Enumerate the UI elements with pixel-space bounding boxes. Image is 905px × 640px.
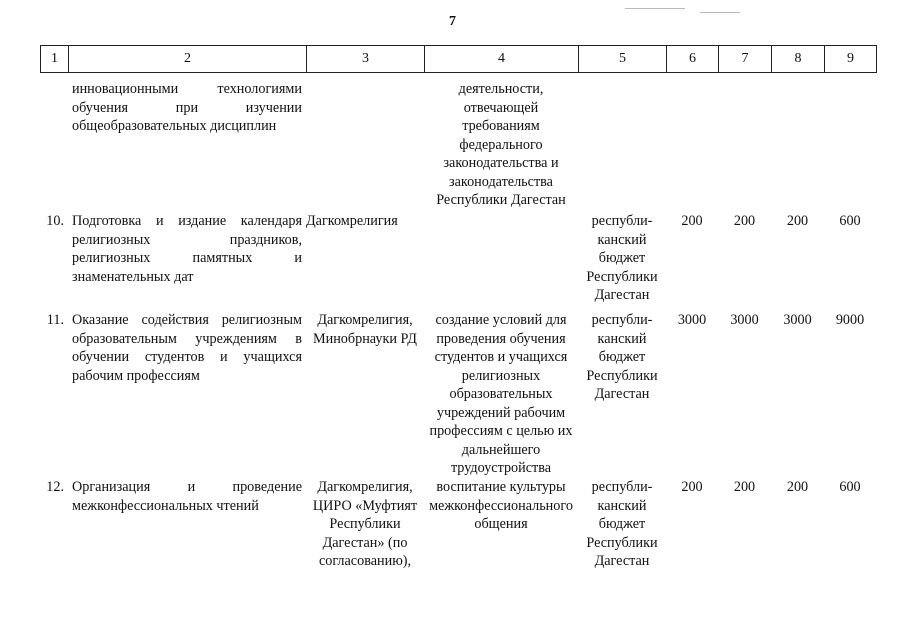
header-col-6: 6 — [667, 46, 719, 73]
value-year-1 — [666, 80, 718, 212]
row-number: 11. — [46, 312, 64, 328]
header-col-4: 4 — [425, 46, 579, 73]
measure-name: Организация и проведение межконфессиональных чтений — [72, 479, 302, 514]
table-row — [40, 478, 876, 598]
header-col-2: 2 — [69, 46, 307, 73]
header-col-9: 9 — [825, 46, 877, 73]
header-col-3: 3 — [307, 46, 425, 73]
measure-name: Подготовка и издание календаря религиозных праздников, религиозных памятных и знаменательных дат — [72, 213, 302, 285]
value-year-3 — [771, 80, 824, 212]
row-number: 10. — [46, 213, 64, 229]
executor: Дагкомрелигия, ЦИРО «Муфтият Республики Дагестан» (по согласованию), — [312, 479, 418, 569]
value-year-1: 3000 — [677, 312, 707, 328]
header-col-5: 5 — [579, 46, 667, 73]
header-col-7: 7 — [719, 46, 772, 73]
table-header — [40, 45, 877, 73]
value-total: 9000 — [835, 312, 865, 328]
funding-source — [578, 80, 666, 212]
value-year-2: 200 — [733, 213, 756, 229]
value-year-1: 200 — [681, 213, 703, 229]
row-number: 12. — [46, 479, 64, 495]
scan-artifact — [700, 12, 740, 13]
value-year-2: 3000 — [730, 312, 759, 328]
executor: Дагкомрелигия — [306, 213, 398, 229]
measure-name: Оказание содействия религиозным образовательным учреждениям в обучении студентов и учащихся рабочим профессиям — [72, 312, 302, 384]
value-total: 600 — [839, 213, 861, 229]
scan-artifact — [625, 8, 685, 9]
table-row — [40, 80, 876, 212]
value-year-1: 200 — [681, 479, 703, 495]
row-number — [40, 80, 68, 212]
funding-source: республи-канский бюджет Республики Дагестан — [586, 479, 658, 569]
expected-result: создание условий для проведения обучения студентов и учащихся религиозных образовательных учреждений рабочим профессиям с целью их дальнейшего трудоустройства — [429, 312, 573, 476]
value-year-3: 200 — [786, 479, 809, 495]
expected-result — [424, 212, 578, 311]
funding-source: республи-канский бюджет Республики Дагестан — [586, 213, 658, 303]
funding-source: республи-канский бюджет Республики Дагестан — [586, 312, 658, 402]
expected-result: воспитание культуры межконфессионального общения — [429, 479, 573, 532]
measure-name: инновационными технологиями обучения при изучении общеобразовательных дисциплин — [72, 81, 302, 134]
value-year-2: 200 — [733, 479, 756, 495]
value-total: 600 — [839, 479, 861, 495]
expected-result: деятельности, отвечающей требованиям федерального законодательства и законодательства Республики Дагестан — [436, 81, 566, 208]
executor: Дагкомрелигия, Минобрнауки РД — [312, 312, 417, 347]
page-number: 7 — [449, 14, 456, 29]
value-year-3: 3000 — [783, 312, 812, 328]
executor — [306, 80, 424, 212]
header-col-8: 8 — [772, 46, 825, 73]
table-body — [40, 80, 876, 598]
value-total — [824, 80, 876, 212]
table-row — [40, 311, 876, 478]
value-year-2 — [718, 80, 771, 212]
table-row — [40, 212, 876, 311]
value-year-3: 200 — [786, 213, 809, 229]
header-col-1: 1 — [41, 46, 69, 73]
